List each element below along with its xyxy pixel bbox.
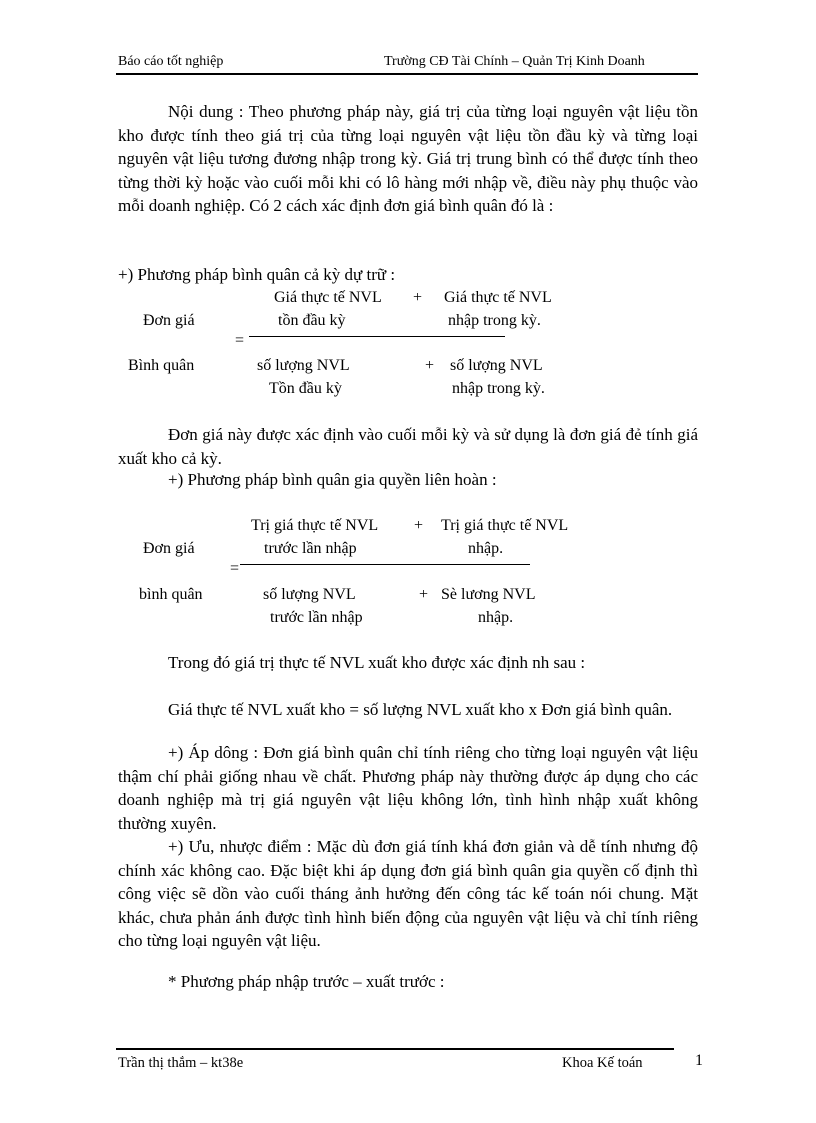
paragraph-formula-export	[118, 698, 698, 722]
formula1-lhs-top: Đơn giá	[143, 312, 195, 329]
paragraph-method1-note	[118, 423, 698, 470]
formula2-den-plus: +	[419, 586, 429, 603]
formula1-den-b1: số lượng NVL	[450, 357, 543, 374]
page-number: 1	[695, 1052, 703, 1069]
formula2-lhs-top: Đơn giá	[143, 540, 195, 557]
formula2-fraction-bar	[240, 564, 530, 565]
paragraph-apply-text: +) Áp dông : Đơn giá bình quân chỉ tính riêng cho từng loại nguyên vật liệu thậm chí phải giống nhau về chất. Phương pháp này thường được áp dụng cho các doanh nghiệp mà trị giá nguyên vật liệu không lớn, tình hình nhập xuất không thường xuyên.	[118, 743, 698, 833]
paragraph-formula-export-text: Giá thực tế NVL xuất kho = số lượng NVL xuất kho x Đơn giá bình quân.	[168, 700, 673, 719]
formula1-num-plus: +	[413, 289, 423, 306]
formula1-num-a2: tồn đầu kỳ	[278, 312, 346, 329]
formula2-num-b1: Trị giá thực tế NVL	[441, 517, 569, 534]
formula1-num-b2: nhập trong kỳ.	[448, 312, 541, 329]
header-left: Báo cáo tốt nghiệp	[118, 54, 224, 69]
footer-left: Trần thị thắm – kt38e	[118, 1055, 244, 1071]
formula2-num-a2: trước lần nhập	[264, 540, 357, 557]
formula2-den-b2: nhập.	[478, 609, 514, 626]
paragraph-method1-note-text: Đơn giá này được xác định vào cuối mỗi kỳ và sử dụng là đơn giá đẻ tính giá xuất kho cả kỳ.	[118, 425, 698, 468]
formula2-lhs-bottom: bình quân	[139, 586, 203, 603]
formula2-den-a1: số lượng NVL	[263, 586, 356, 603]
formula1-den-a2: Tồn đầu kỳ	[269, 380, 342, 397]
method2-title: +) Phương pháp bình quân gia quyền liên hoàn :	[168, 470, 497, 489]
paragraph-pros-cons	[118, 835, 698, 953]
formula1-fraction-bar	[249, 336, 505, 337]
formula1-num-a1: Giá thực tế NVL	[274, 289, 382, 306]
method1-title: +) Phương pháp bình quân cả kỳ dự trữ :	[118, 265, 396, 284]
header-rule	[116, 73, 698, 75]
formula1-equals: =	[235, 332, 245, 349]
formula1-den-plus: +	[425, 357, 435, 374]
formula2-den-b1: Sè lương NVL	[441, 586, 536, 603]
paragraph-where: Trong đó giá trị thực tế NVL xuất kho được xác định nh sau :	[168, 653, 586, 672]
formula2-den-a2: trước lần nhập	[270, 609, 363, 626]
formula1-den-a1: số lượng NVL	[257, 357, 350, 374]
fifo-title: * Phương pháp nhập trước – xuất trước :	[168, 972, 445, 991]
paragraph-intro-text: Nội dung : Theo phương pháp này, giá trị của từng loại nguyên vật liệu tồn kho được tính theo giá trị của từng loại nguyên vật liệu tồn đầu kỳ và từng loại nguyên vật liệu tương đương nhập trong kỳ. Giá trị trung bình có thể được tính theo từng thời kỳ hoặc vào cuối mỗi khi có lô hàng mới nhập về, điều này phụ thuộc vào mỗi doanh nghiệp. Có 2 cách xác định đơn giá bình quân đó là :	[118, 102, 698, 216]
formula2-equals: =	[230, 560, 240, 577]
formula1-num-b1: Giá thực tế NVL	[444, 289, 552, 306]
paragraph-pros-cons-text: +) Ưu, nhược điểm : Mặc dù đơn giá tính khá đơn giản và dễ tính nhưng độ chính xác không cao. Đặc biệt khi áp dụng đơn giá bình quân gia quyền cố định thì công việc sẽ dồn vào cuối tháng ảnh hưởng đến công tác kế toán nói chung. Mặt khác, chưa phản ánh được tình hình biến động của nguyên vật liệu và chỉ tính riêng cho từng loại nguyên vật liệu.	[118, 837, 698, 951]
paragraph-apply	[118, 741, 698, 835]
footer-rule	[116, 1048, 674, 1050]
header-right: Trường CĐ Tài Chính – Quản Trị Kinh Doanh	[384, 54, 645, 69]
formula2-num-plus: +	[414, 517, 424, 534]
formula2-num-a1: Trị giá thực tế NVL	[251, 517, 379, 534]
formula1-den-b2: nhập trong kỳ.	[452, 380, 545, 397]
formula2-num-b2: nhập.	[468, 540, 504, 557]
paragraph-intro	[118, 100, 698, 218]
formula1-lhs-bottom: Bình quân	[128, 357, 195, 374]
footer-right: Khoa Kế toán	[562, 1055, 643, 1071]
